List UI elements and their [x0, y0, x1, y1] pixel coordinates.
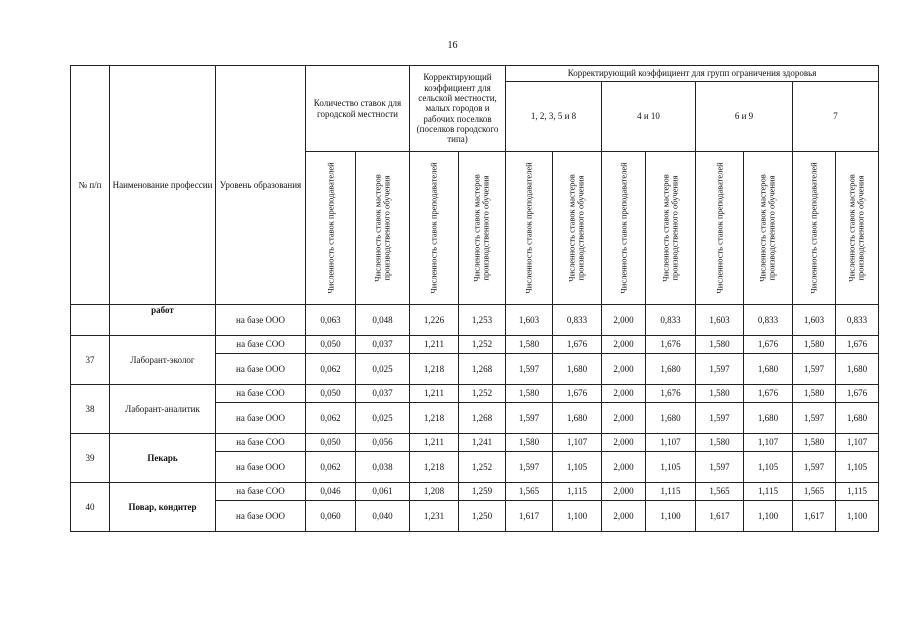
value-cell: 1,105 [744, 452, 793, 483]
vertical-header-label: Численность ставок преподавателей [617, 162, 628, 294]
header-teachers [506, 152, 553, 305]
value-cell: 1,252 [459, 336, 506, 354]
value-cell: 1,676 [646, 385, 696, 403]
value-cell: 0,046 [306, 483, 356, 501]
value-cell: 0,833 [836, 305, 879, 336]
header-no: № п/п [71, 66, 110, 305]
value-cell: 1,680 [744, 403, 793, 434]
value-cell: 1,676 [744, 336, 793, 354]
value-cell: 1,680 [553, 354, 602, 385]
header-teachers [696, 152, 744, 305]
value-cell: 1,252 [459, 385, 506, 403]
header-teachers [306, 152, 356, 305]
value-cell: 1,115 [646, 483, 696, 501]
table-row [71, 434, 879, 452]
value-cell: 1,100 [744, 501, 793, 532]
vertical-header-label: Численность ставок мастеров производственного обучения [660, 174, 680, 282]
header-education: Уровень образования [216, 66, 306, 305]
value-cell: 0,833 [553, 305, 602, 336]
value-cell: 0,833 [646, 305, 696, 336]
value-cell: 1,565 [506, 483, 553, 501]
row-level: на базе ООО [216, 452, 306, 483]
row-level: на базе СОО [216, 434, 306, 452]
row-level: на базе СОО [216, 483, 306, 501]
header-masters [459, 152, 506, 305]
header-masters [553, 152, 602, 305]
header-teachers [410, 152, 459, 305]
table-row [71, 305, 879, 336]
value-cell: 1,603 [506, 305, 553, 336]
header-rural: Корректирующий коэффициент для сельской местности, малых городов и рабочих поселков (поселков городского типа) [410, 66, 506, 152]
row-no: 38 [71, 385, 110, 434]
value-cell: 1,676 [744, 385, 793, 403]
header-masters [646, 152, 696, 305]
row-level: на базе ООО [216, 305, 306, 336]
value-cell: 1,565 [696, 483, 744, 501]
row-level: на базе СОО [216, 336, 306, 354]
row-level: на базе СОО [216, 385, 306, 403]
value-cell: 1,617 [696, 501, 744, 532]
value-cell: 1,105 [553, 452, 602, 483]
row-profession: Лаборант-аналитик [110, 385, 216, 434]
value-cell: 1,597 [793, 403, 836, 434]
value-cell: 1,617 [793, 501, 836, 532]
vertical-header-label: Численность ставок мастеров производственного обучения [372, 174, 392, 282]
value-cell: 0,056 [356, 434, 410, 452]
value-cell: 0,037 [356, 336, 410, 354]
row-profession: работ [110, 305, 216, 336]
value-cell: 0,062 [306, 354, 356, 385]
value-cell: 1,580 [793, 336, 836, 354]
value-cell: 1,218 [410, 354, 459, 385]
header-teachers [793, 152, 836, 305]
header-urban: Количество ставок для городской местности [306, 66, 410, 152]
value-cell: 1,250 [459, 501, 506, 532]
value-cell: 1,680 [646, 403, 696, 434]
value-cell: 2,000 [602, 434, 646, 452]
value-cell: 1,597 [793, 354, 836, 385]
value-cell: 1,253 [459, 305, 506, 336]
value-cell: 1,241 [459, 434, 506, 452]
staffing-table [70, 65, 879, 532]
value-cell: 1,259 [459, 483, 506, 501]
value-cell: 1,107 [553, 434, 602, 452]
health-subgroup-3: 6 и 9 [696, 82, 793, 152]
value-cell: 1,597 [696, 452, 744, 483]
value-cell: 1,597 [506, 354, 553, 385]
value-cell: 0,063 [306, 305, 356, 336]
value-cell: 0,025 [356, 403, 410, 434]
value-cell: 1,676 [553, 336, 602, 354]
value-cell: 1,617 [506, 501, 553, 532]
value-cell: 0,050 [306, 336, 356, 354]
value-cell: 0,062 [306, 452, 356, 483]
vertical-header-label: Численность ставок мастеров производственного обучения [566, 174, 586, 282]
value-cell: 0,060 [306, 501, 356, 532]
vertical-header-label: Численность ставок преподавателей [713, 162, 724, 294]
value-cell: 1,107 [646, 434, 696, 452]
value-cell: 1,676 [836, 336, 879, 354]
header-teachers [602, 152, 646, 305]
row-no [71, 305, 110, 336]
value-cell: 2,000 [602, 336, 646, 354]
value-cell: 1,107 [836, 434, 879, 452]
value-cell: 1,565 [793, 483, 836, 501]
value-cell: 1,597 [506, 403, 553, 434]
value-cell: 1,115 [744, 483, 793, 501]
value-cell: 1,100 [646, 501, 696, 532]
value-cell: 1,211 [410, 385, 459, 403]
vertical-header-label: Численность ставок преподавателей [428, 162, 439, 294]
value-cell: 0,050 [306, 385, 356, 403]
value-cell: 1,100 [836, 501, 879, 532]
value-cell: 1,597 [696, 354, 744, 385]
header-profession: Наименование профессии [110, 66, 216, 305]
value-cell: 1,268 [459, 403, 506, 434]
value-cell: 0,025 [356, 354, 410, 385]
value-cell: 1,680 [836, 403, 879, 434]
header-masters [356, 152, 410, 305]
row-no: 40 [71, 483, 110, 532]
value-cell: 1,580 [506, 336, 553, 354]
row-level: на базе ООО [216, 354, 306, 385]
vertical-header-label: Численность ставок мастеров производственного обучения [471, 174, 491, 282]
value-cell: 1,580 [793, 434, 836, 452]
row-level: на базе ООО [216, 403, 306, 434]
row-no: 37 [71, 336, 110, 385]
value-cell: 2,000 [602, 452, 646, 483]
header-health: Корректирующий коэффициент для групп ограничения здоровья [506, 66, 879, 82]
health-subgroup-1: 1, 2, 3, 5 и 8 [506, 82, 602, 152]
value-cell: 2,000 [602, 501, 646, 532]
table-body [71, 305, 879, 532]
header-masters [744, 152, 793, 305]
value-cell: 1,580 [696, 336, 744, 354]
value-cell: 1,105 [646, 452, 696, 483]
value-cell: 1,218 [410, 403, 459, 434]
vertical-header-label: Численность ставок преподавателей [324, 162, 335, 294]
value-cell: 0,037 [356, 385, 410, 403]
value-cell: 1,597 [506, 452, 553, 483]
value-cell: 1,597 [793, 452, 836, 483]
value-cell: 2,000 [602, 483, 646, 501]
value-cell: 1,208 [410, 483, 459, 501]
value-cell: 0,048 [356, 305, 410, 336]
value-cell: 2,000 [602, 354, 646, 385]
page-number: 16 [447, 40, 458, 51]
row-level: на базе ООО [216, 501, 306, 532]
value-cell: 1,680 [646, 354, 696, 385]
value-cell: 2,000 [602, 385, 646, 403]
value-cell: 1,268 [459, 354, 506, 385]
health-subgroup-2: 4 и 10 [602, 82, 696, 152]
value-cell: 1,100 [553, 501, 602, 532]
table-row [71, 483, 879, 501]
value-cell: 0,833 [744, 305, 793, 336]
value-cell: 1,676 [646, 336, 696, 354]
value-cell: 1,676 [836, 385, 879, 403]
value-cell: 1,680 [836, 354, 879, 385]
value-cell: 0,050 [306, 434, 356, 452]
value-cell: 1,597 [696, 403, 744, 434]
value-cell: 0,040 [356, 501, 410, 532]
value-cell: 1,680 [744, 354, 793, 385]
health-subgroup-4: 7 [793, 82, 879, 152]
row-profession: Повар, кондитер [110, 483, 216, 532]
value-cell: 1,580 [506, 385, 553, 403]
value-cell: 1,105 [836, 452, 879, 483]
value-cell: 1,580 [506, 434, 553, 452]
table-row [71, 385, 879, 403]
value-cell: 1,580 [793, 385, 836, 403]
value-cell: 1,603 [793, 305, 836, 336]
table-row [71, 336, 879, 354]
value-cell: 1,680 [553, 403, 602, 434]
vertical-header-label: Численность ставок мастеров производственного обучения [757, 174, 777, 282]
value-cell: 1,603 [696, 305, 744, 336]
value-cell: 1,580 [696, 434, 744, 452]
value-cell: 1,231 [410, 501, 459, 532]
value-cell: 1,226 [410, 305, 459, 336]
vertical-header-label: Численность ставок преподавателей [808, 162, 819, 294]
value-cell: 1,580 [696, 385, 744, 403]
vertical-header-label: Численность ставок преподавателей [523, 162, 534, 294]
value-cell: 1,252 [459, 452, 506, 483]
value-cell: 1,218 [410, 452, 459, 483]
value-cell: 0,038 [356, 452, 410, 483]
row-no: 39 [71, 434, 110, 483]
value-cell: 1,211 [410, 336, 459, 354]
value-cell: 2,000 [602, 305, 646, 336]
value-cell: 1,115 [553, 483, 602, 501]
value-cell: 2,000 [602, 403, 646, 434]
row-profession: Лаборант-эколог [110, 336, 216, 385]
row-profession: Пекарь [110, 434, 216, 483]
header-masters [836, 152, 879, 305]
value-cell: 1,115 [836, 483, 879, 501]
value-cell: 1,676 [553, 385, 602, 403]
value-cell: 1,211 [410, 434, 459, 452]
value-cell: 0,061 [356, 483, 410, 501]
value-cell: 1,107 [744, 434, 793, 452]
value-cell: 0,062 [306, 403, 356, 434]
vertical-header-label: Численность ставок мастеров производственного обучения [846, 174, 867, 282]
